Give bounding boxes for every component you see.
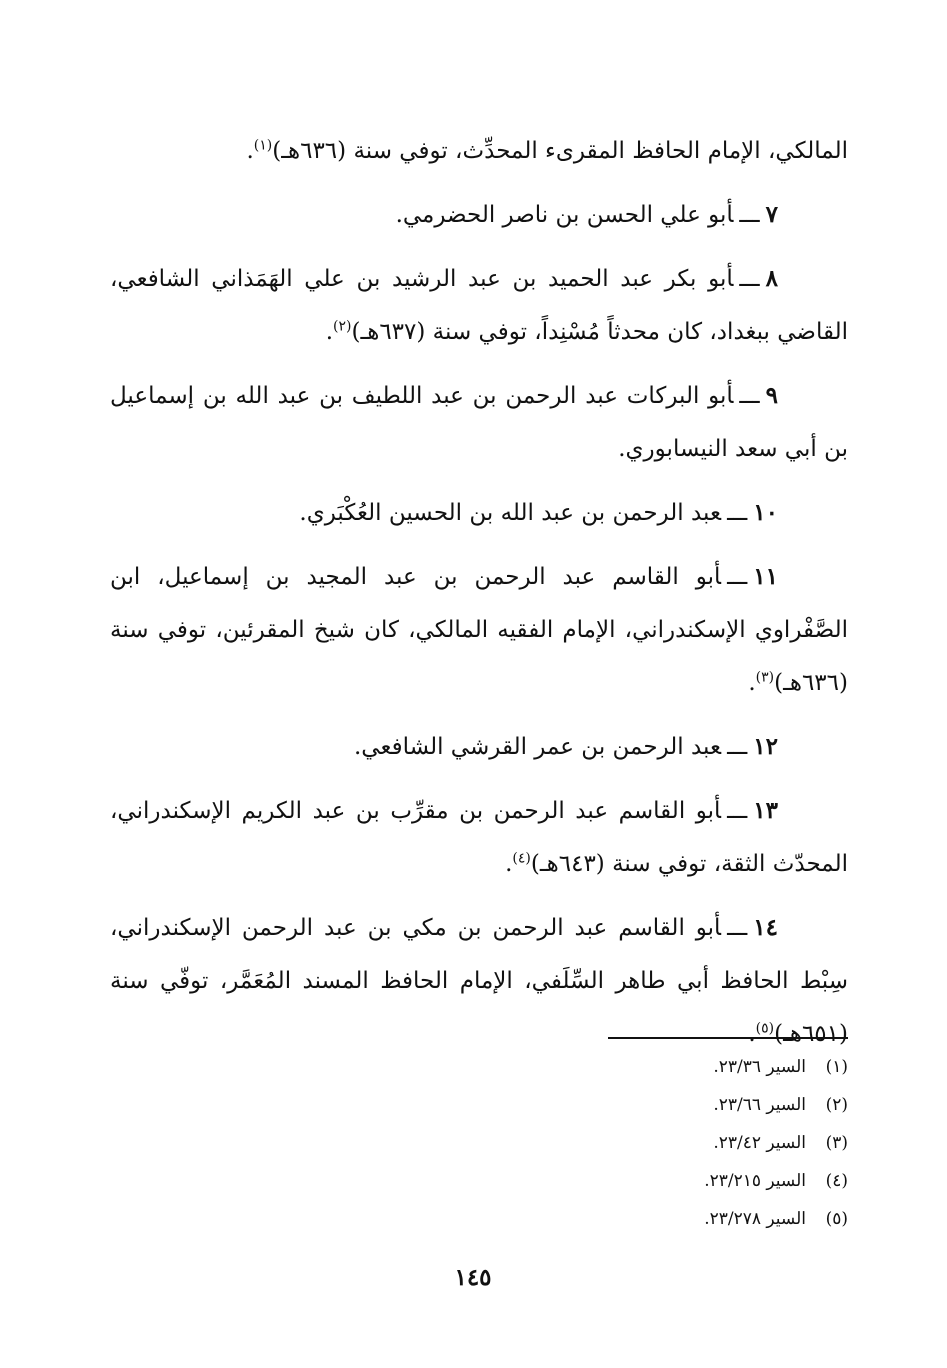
- entry-text: عبد الرحمن بن عمر القرشي الشافعي.: [354, 734, 722, 760]
- entry-end: .: [748, 670, 756, 696]
- entry-12: [110, 720, 848, 774]
- entry-8: [110, 252, 848, 359]
- entry-dash: ـــ: [739, 383, 760, 409]
- footnotes: [560, 1048, 848, 1238]
- entry-text: أبو القاسم عبد الرحمن بن عبد المجيد بن إسماعيل، ابن الصَّفْراوي الإسكندراني، الإمام الفقيه المالكي، كان شيخ المقرئين، توفي سنة (٦٣٦هـ): [110, 564, 848, 696]
- entry-number: ٩: [765, 382, 778, 409]
- entry-number: ١٠: [753, 499, 778, 526]
- footnote-ref: (٢): [333, 318, 352, 335]
- footnote-number: (١): [825, 1057, 848, 1077]
- entry-text: أبو القاسم عبد الرحمن بن مكي بن عبد الرحمن الإسكندراني، سِبْط الحافظ أبي طاهر السِّلَفي، الإمام الحافظ المسند المُعَمَّر، توفّي سنة (٦٥١هـ): [110, 915, 848, 1047]
- entry-text: أبو علي الحسن بن ناصر الحضرمي.: [395, 202, 734, 228]
- footnote-number: (٣): [825, 1133, 848, 1153]
- entry-number: ١١: [753, 563, 778, 590]
- footnote-text: السير ٢٣/٤٢.: [713, 1133, 806, 1153]
- footnote-text: السير ٢٣/٣٦.: [713, 1057, 806, 1077]
- entry-11: [110, 550, 848, 710]
- entry-dash: ـــ: [739, 266, 760, 292]
- footnote-ref: (٣): [755, 669, 775, 686]
- entry-continuation: [110, 125, 848, 178]
- entry-7: [110, 188, 848, 242]
- entry-number: ٨: [765, 265, 778, 292]
- entry-dash: ـــ: [727, 798, 748, 824]
- entry-end: .: [505, 851, 513, 877]
- footnote-text: السير ٢٣/٢١٥.: [704, 1171, 806, 1191]
- entry-10: [110, 486, 848, 540]
- footnote-5: [560, 1200, 848, 1238]
- footnote-2: [560, 1086, 848, 1124]
- entry-dash: ـــ: [727, 734, 748, 760]
- entry-text: أبو البركات عبد الرحمن بن عبد اللطيف بن عبد الله بن إسماعيل بن أبي سعد النيسابوري.: [110, 383, 848, 462]
- entry-end: .: [246, 138, 254, 164]
- entry-end: .: [325, 319, 334, 345]
- footnote-number: (٥): [825, 1209, 848, 1229]
- entry-9: [110, 369, 848, 476]
- page-number: ١٤٥: [454, 1264, 492, 1291]
- footnote-3: [560, 1124, 848, 1162]
- footnote-4: [560, 1162, 848, 1200]
- footnote-text: السير ٢٣/٢٧٨.: [704, 1209, 806, 1229]
- entry-number: ٧: [765, 201, 778, 228]
- biography-entries: [110, 125, 848, 1071]
- footnote-ref: (٥): [755, 1020, 775, 1037]
- footnote-text: السير ٢٣/٦٦.: [713, 1095, 806, 1115]
- entry-number: ١٤: [753, 914, 778, 941]
- footnote-ref: (١): [253, 137, 273, 154]
- entry-text: عبد الرحمن بن عبد الله بن الحسين العُكْبَري.: [299, 500, 722, 526]
- entry-text: أبو بكر عبد الحميد بن عبد الرشيد بن علي الهَمَذاني الشافعي، القاضي ببغداد، كان محدثاً مُسْنِداً، توفي سنة (٦٣٧هـ): [110, 266, 848, 345]
- entry-text: أبو القاسم عبد الرحمن بن مقرِّب بن عبد الكريم الإسكندراني، المحدّث الثقة، توفي سنة (٦٤٣هـ): [110, 798, 848, 877]
- entry-number: ١٢: [753, 733, 778, 760]
- entry-dash: ـــ: [739, 202, 760, 228]
- footnote-separator: [608, 1037, 848, 1039]
- entry-13: [110, 784, 848, 891]
- footnote-1: [560, 1048, 848, 1086]
- entry-number: ١٣: [753, 797, 778, 824]
- footnote-number: (٤): [825, 1171, 848, 1191]
- footnote-number: (٢): [825, 1095, 848, 1115]
- entry-dash: ـــ: [727, 500, 748, 526]
- footnote-ref: (٤): [512, 850, 531, 867]
- entry-dash: ـــ: [727, 564, 748, 590]
- entry-text: المالكي، الإمام الحافظ المقرىء المحدِّث، توفي سنة (٦٣٦هـ): [272, 138, 848, 164]
- entry-dash: ـــ: [727, 915, 748, 941]
- entry-end: .: [748, 1021, 756, 1047]
